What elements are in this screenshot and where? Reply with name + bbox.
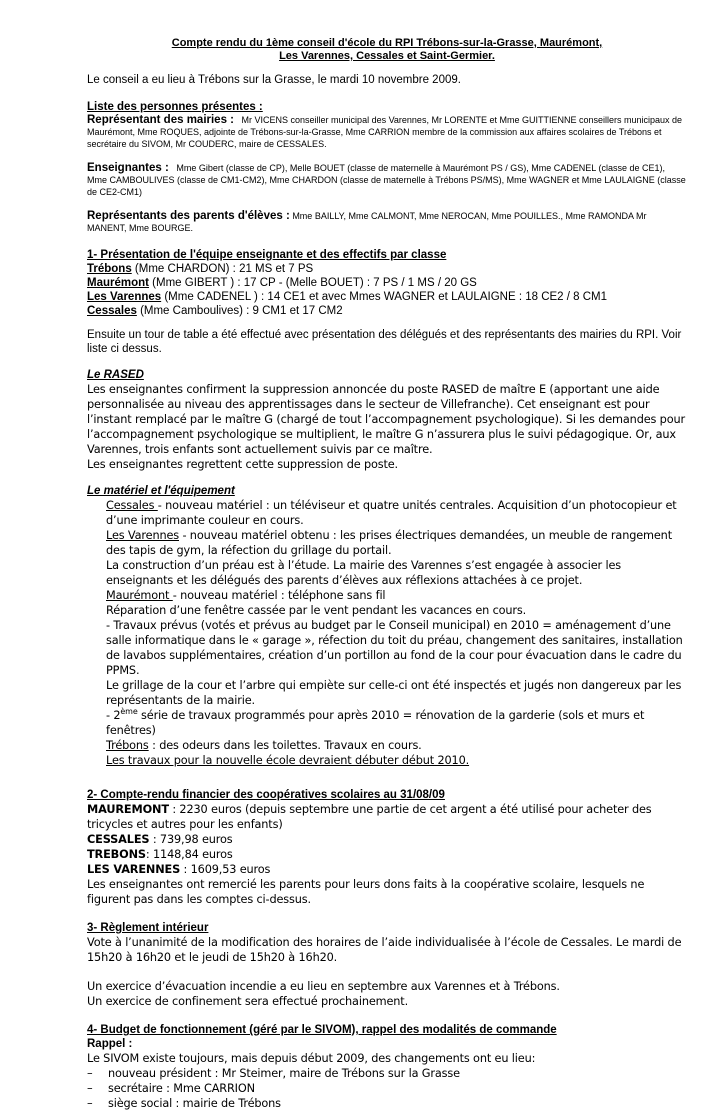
enseignantes-paragraph xyxy=(87,162,687,198)
title-line-1: Compte rendu du 1ème conseil d'école du RPI Trébons-sur-la-Grasse, Maurémont, xyxy=(171,37,603,49)
serie-text: série de travaux programmés pour après 2010 = rénovation de la garderie (sols et murs et fenêtres) xyxy=(106,709,645,737)
varennes-label: Les Varennes xyxy=(106,529,179,542)
dash-bullet: – xyxy=(87,1097,93,1110)
finance-row-label: LES VARENNES xyxy=(87,863,181,876)
finance-row xyxy=(87,802,687,832)
section-4-heading: 4- Budget de fonctionnement (géré par le SIVOM), rappel des modalités de commande xyxy=(87,1024,557,1036)
mairies-label: Représentant des mairies : xyxy=(87,114,235,126)
reglement-paragraph-2: Un exercice d’évacuation incendie a eu lieu en septembre aux Varennes et à Trébons. xyxy=(87,980,560,993)
finance-row-label: TREBONS xyxy=(87,848,146,861)
dash-bullet: – xyxy=(87,1067,93,1080)
varennes-preau-text: La construction d’un préau est à l’étude. La mairie des Varennes s’est engagée à associer les enseignants et les délégués des parents d’élèves aux réflexions attachées à ce projet. xyxy=(106,559,621,587)
section-2-heading: 2- Compte-rendu financier des coopératives scolaires au 31/08/09 xyxy=(87,789,445,801)
serie-travaux-item xyxy=(87,708,687,738)
attendees-section xyxy=(87,100,687,234)
enseignantes-text: Mme Gibert (classe de CP), Melle BOUET (classe de maternelle à Maurémont PS / GS), Mme CADENEL (classe de CE1), Mme CAMBOULIVES (classe de CM1-CM2), Mme CHARDON (classe de maternelle à Trébons PS/MS), Mme WAGNER et Mme LAULAIGNE (classe de CE2-CM1) xyxy=(87,163,686,197)
finance-row xyxy=(87,832,687,847)
document-title xyxy=(87,37,687,63)
tour-de-table-text: Ensuite un tour de table a été effectué avec présentation des délégués et des représentants des mairies du RPI. Voir liste ci dessus. xyxy=(87,329,682,355)
serie-prefix: - 2 xyxy=(106,709,121,722)
rased-paragraph-2: Les enseignantes regrettent cette suppression de poste. xyxy=(87,458,398,471)
intro-text: Le conseil a eu lieu à Trébons sur la Grasse, le mardi 10 novembre 2009. xyxy=(87,74,461,86)
parents-label: Représentants des parents d'élèves : xyxy=(87,210,290,222)
class-row xyxy=(87,290,687,304)
spacer xyxy=(87,965,687,979)
finance-row xyxy=(87,847,687,862)
class-row-place: Maurémont xyxy=(87,277,149,289)
list-item xyxy=(87,1066,687,1081)
parents-paragraph xyxy=(87,210,687,234)
section-4 xyxy=(87,1023,687,1111)
finance-row xyxy=(87,862,687,877)
nouvelle-ecole-text: Les travaux pour la nouvelle école devraient débuter début 2010. xyxy=(106,754,470,767)
list-item xyxy=(87,1096,687,1111)
document-page xyxy=(87,0,687,1111)
enseignantes-label: Enseignantes : xyxy=(87,162,169,174)
varennes-item xyxy=(87,528,687,558)
trebons-label: Trébons xyxy=(106,739,149,752)
list-item-text: secrétaire : Mme CARRION xyxy=(108,1082,255,1095)
trebons-text: : des odeurs dans les toilettes. Travaux en cours. xyxy=(148,739,422,752)
cessales-text: - nouveau matériel : un téléviseur et quatre unités centrales. Acquisition d’un photocopieur et d’une imprimante couleur en cours. xyxy=(106,499,677,527)
finance-row-text: : 2230 euros (depuis septembre une partie de cet argent a été utilisé pour acheter des tricycles et autres pour les enfants) xyxy=(87,803,652,831)
rased-section xyxy=(87,368,687,472)
class-row xyxy=(87,304,687,318)
rased-paragraph-1: Les enseignantes confirment la suppression annoncée du poste RASED de maître E (apportant une aide personnalisée au niveau des apprentissages dans le secteur de Villefranche). Cet enseignant est pour l’instant remplacé par le maître G (chargé de tout l’accompagnement psychologique). Si les demandes pour l’accompagnement psychologique se multiplient, le maître G n’assurera plus le suivi pédagogique. Or, aux Varennes, trois enfants sont actuellement suivis par ce maître. xyxy=(87,383,685,456)
section-1 xyxy=(87,248,687,356)
class-row-text: (Mme GIBERT ) : 17 CP - (Melle BOUET) : 7 PS / 1 MS / 20 GS xyxy=(148,277,477,289)
class-row xyxy=(87,262,687,276)
section-1-heading: 1- Présentation de l'équipe enseignante et des effectifs par classe xyxy=(87,249,447,261)
dash-bullet: – xyxy=(87,1082,93,1095)
class-row-place: Trébons xyxy=(87,263,132,275)
sivom-paragraph: Le SIVOM existe toujours, mais depuis début 2009, des changements ont eu lieu: xyxy=(87,1052,536,1065)
mauremont-label: Maurémont xyxy=(106,589,173,602)
list-item-text: siège social : mairie de Trébons xyxy=(108,1097,281,1110)
class-row xyxy=(87,276,687,290)
class-row-place: Cessales xyxy=(87,305,137,317)
cessales-item xyxy=(87,498,687,528)
grillage-text: Le grillage de la cour et l’arbre qui empiète sur celle-ci ont été inspectés et jugés non dangereux par les représentants de la mairie. xyxy=(106,679,682,707)
reglement-paragraph-1: Vote à l’unanimité de la modification des horaires de l’aide individualisée à l’école de Cessales. Le mardi de 15h20 à 16h20 et le jeudi de 15h20 à 16h20. xyxy=(87,936,682,964)
cessales-label: Cessales xyxy=(106,499,158,512)
trebons-item xyxy=(87,738,687,753)
reglement-paragraph-3: Un exercice de confinement sera effectué prochainement. xyxy=(87,995,409,1008)
attendees-heading: Liste des personnes présentes : xyxy=(87,101,263,113)
class-row-text: (Mme CHARDON) : 21 MS et 7 PS xyxy=(131,263,314,275)
list-item-text: nouveau président : Mr Steimer, maire de Trébons sur la Grasse xyxy=(108,1067,460,1080)
mauremont-item xyxy=(87,588,687,603)
mauremont-text: - nouveau matériel : téléphone sans fil xyxy=(172,589,386,602)
finance-row-label: CESSALES xyxy=(87,833,150,846)
serie-superscript: ème xyxy=(120,707,138,716)
finance-row-text: : 1609,53 euros xyxy=(180,863,271,876)
varennes-text: - nouveau matériel obtenu : les prises électriques demandées, un meuble de rangement des tapis de gym, la réfection du grillage du portail. xyxy=(106,529,672,557)
rased-heading: Le RASED xyxy=(87,369,144,381)
materiel-section xyxy=(87,484,687,768)
mairies-text: Mr VICENS conseiller municipal des Varennes, Mr LORENTE et Mme GUITTIENNE conseillers municipaux de Maurémont, Mme ROQUES, adjointe de Trébons-sur-la-Grasse, Mme CARRION membre de la commission aux affaires scolaires de Trébons et secrétaire du SIVOM, Mr COUDERC, maire de CESSALES. xyxy=(87,115,683,149)
reparation-text: Réparation d’une fenêtre cassée par le vent pendant les vacances en cours. xyxy=(106,604,527,617)
finance-row-label: MAUREMONT xyxy=(87,803,169,816)
finance-row-text: : 1148,84 euros xyxy=(145,848,233,861)
travaux-text: - Travaux prévus (votés et prévus au budget par le Conseil municipal) en 2010 = aménagement d’une salle informatique dans le « garage », réfection du toit du préau, changement des sanitaires, installation de lavabos supplémentaires, création d’un portillon au fond de la cour pour évacuation dans le cadre du PPMS. xyxy=(106,619,683,677)
title-line-2: Les Varennes, Cessales et Saint-Germier. xyxy=(279,50,495,62)
materiel-heading: Le matériel et l'équipement xyxy=(87,485,235,497)
section-3-heading: 3- Règlement intérieur xyxy=(87,922,209,934)
mairies-paragraph xyxy=(87,114,687,150)
parents-text: Mme BAILLY, Mme CALMONT, Mme NEROCAN, Mme POUILLES., Mme RAMONDA Mr MANENT, Mme BOURGE. xyxy=(87,211,647,233)
rappel-label: Rappel : xyxy=(87,1038,133,1050)
section-2 xyxy=(87,788,687,907)
class-row-text: (Mme CADENEL ) : 14 CE1 et avec Mmes WAGNER et LAULAIGNE : 18 CE2 / 8 CM1 xyxy=(161,291,608,303)
list-item xyxy=(87,1081,687,1096)
section-3 xyxy=(87,921,687,1009)
finance-row-text: : 739,98 euros xyxy=(149,833,233,846)
class-row-text: (Mme Camboulives) : 9 CM1 et 17 CM2 xyxy=(136,305,343,317)
class-row-place: Les Varennes xyxy=(87,291,162,303)
remerciement-text: Les enseignantes ont remercié les parents pour leurs dons faits à la coopérative scolaire, lesquels ne figurent pas dans les comptes ci-dessus. xyxy=(87,878,645,906)
